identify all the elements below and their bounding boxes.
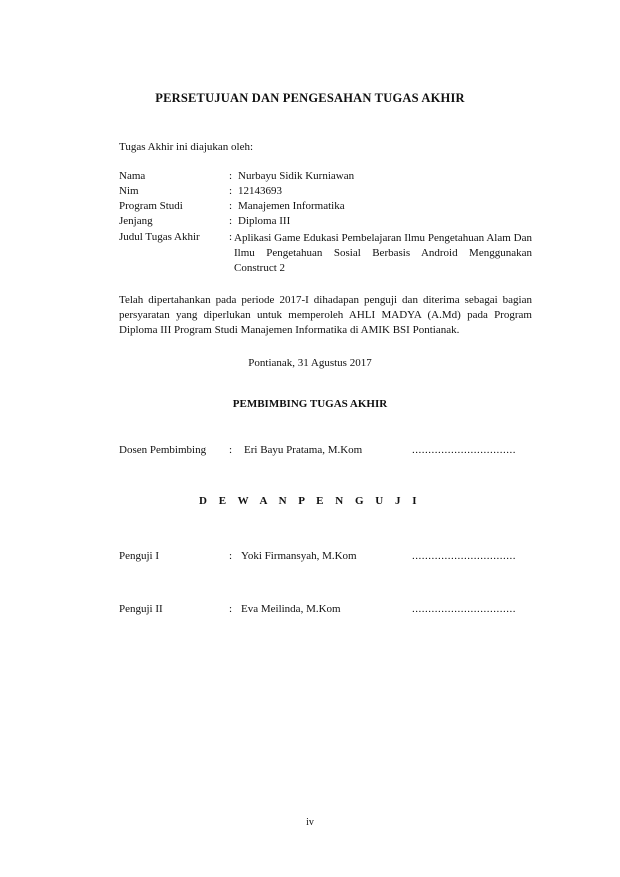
field-label-jenjang: Jenjang xyxy=(119,215,153,227)
field-value-program-studi: Manajemen Informatika xyxy=(238,200,345,212)
field-value-nama: Nurbayu Sidik Kurniawan xyxy=(238,170,355,182)
pembimbing-colon: : xyxy=(229,444,233,456)
pembimbing-heading: PEMBIMBING TUGAS AKHIR xyxy=(232,398,388,410)
field-value-nim: 12143693 xyxy=(238,185,282,197)
field-value-jenjang: Diploma III xyxy=(238,215,291,227)
penguji-2-label: Penguji II xyxy=(119,603,163,615)
field-value-judul: Aplikasi Game Edukasi Pembelajaran Ilmu Pengetahuan Alam Dan Ilmu Pengetahuan Sosial Berbasis Android Menggunakan Construct 2 xyxy=(234,232,532,274)
intro-text: Tugas Akhir ini diajukan oleh: xyxy=(119,141,254,153)
penguji-2-colon: : xyxy=(229,603,233,615)
pembimbing-label: Dosen Pembimbing xyxy=(119,444,207,456)
penguji-2-signature-line: ................................ xyxy=(412,603,516,615)
field-colon: : xyxy=(229,200,233,212)
field-label-program-studi: Program Studi xyxy=(119,200,183,212)
penguji-1-signature-line: ................................ xyxy=(412,550,516,562)
field-label-nama: Nama xyxy=(119,170,146,182)
date-line: Pontianak, 31 Agustus 2017 xyxy=(248,357,372,369)
penguji-1-colon: : xyxy=(229,550,233,562)
page-title: PERSETUJUAN DAN PENGESAHAN TUGAS AKHIR xyxy=(155,91,465,105)
penguji-2-name: Eva Meilinda, M.Kom xyxy=(241,603,341,615)
field-label-judul: Judul Tugas Akhir xyxy=(119,231,200,243)
penguji-1-label: Penguji I xyxy=(119,550,160,562)
penguji-1-name: Yoki Firmansyah, M.Kom xyxy=(241,550,357,562)
field-colon: : xyxy=(229,215,233,227)
field-colon: : xyxy=(229,170,233,182)
field-colon: : xyxy=(229,231,233,243)
pembimbing-signature-line: ................................ xyxy=(412,444,516,456)
page-number: iv xyxy=(306,817,314,828)
field-label-nim: Nim xyxy=(119,185,139,197)
dewan-penguji-heading: D E W A N P E N G U J I xyxy=(199,495,421,507)
approval-paragraph: Telah dipertahankan pada periode 2017-I dihadapan penguji dan diterima sebagai bagian persyaratan yang diperlukan untuk memperoleh AHLI MADYA (A.Md) pada Program Diploma III Program Studi Manajemen Informatika di AMIK BSI Pontianak. xyxy=(119,294,532,336)
pembimbing-name: Eri Bayu Pratama, M.Kom xyxy=(244,444,363,456)
field-colon: : xyxy=(229,185,233,197)
